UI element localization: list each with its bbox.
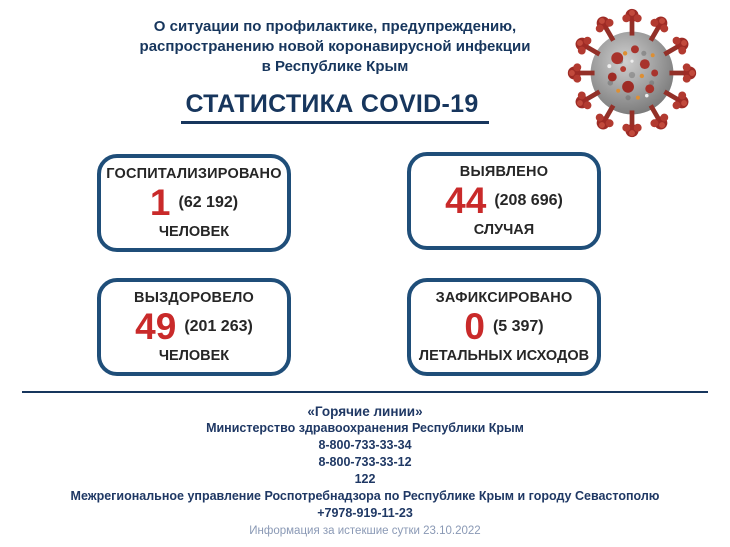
stat-value: 44 [445, 180, 487, 222]
stat-card-hospitalized [97, 154, 291, 252]
stat-value-row [445, 180, 563, 222]
phone-2: 8-800-733-33-12 [318, 455, 412, 469]
header-line-1: О ситуации по профилактике, предупреждению, [153, 18, 517, 35]
phone-3: 122 [354, 472, 376, 486]
stat-total: (5 397) [492, 317, 544, 335]
divider-line [22, 391, 708, 393]
stat-unit: ЧЕЛОВЕК [158, 347, 230, 364]
phone-4: +7978-919-11-23 [317, 506, 413, 520]
stat-unit: ЧЕЛОВЕК [158, 223, 230, 240]
title-wrap [78, 90, 592, 124]
stat-label: ВЫЯВЛЕНО [459, 164, 549, 181]
stat-value-row [464, 306, 544, 348]
stat-value: 49 [135, 306, 177, 348]
stat-card-detected [407, 152, 601, 250]
rospotrebnadzor-line: Межрегиональное управление Роспотребнадзора по Республике Крым и городу Севастополю [70, 489, 660, 503]
stat-value: 0 [464, 306, 485, 348]
hotlines-title: «Горячие линии» [307, 404, 423, 419]
stat-value: 1 [149, 182, 171, 224]
stat-value-row [135, 306, 253, 348]
stat-card-deaths [407, 278, 601, 376]
header-text [78, 17, 592, 76]
stat-unit: ЛЕТАЛЬНЫХ ИСХОДОВ [418, 347, 590, 364]
stat-total: (208 696) [494, 191, 563, 209]
phone-1: 8-800-733-33-34 [318, 438, 412, 452]
ministry-line: Министерство здравоохранения Республики Крым [206, 421, 524, 435]
stat-total: (201 263) [184, 317, 253, 335]
header-line-2: распространению новой коронавирусной инфекции [139, 37, 531, 55]
stat-label: ВЫЗДОРОВЕЛО [134, 290, 254, 307]
date-note: Информация за истекшие сутки 23.10.2022 [249, 525, 481, 537]
header-line-3: в Республике Крым [261, 57, 409, 75]
stat-label: ЗАФИКСИРОВАНО [435, 290, 573, 307]
stat-unit: СЛУЧАЯ [473, 221, 535, 238]
stat-card-recovered [97, 278, 291, 376]
stat-value-row [149, 182, 239, 224]
stat-total: (62 192) [178, 193, 239, 211]
coronavirus-icon [553, 4, 711, 142]
stat-label: ГОСПИТАЛИЗИРОВАНО [106, 166, 282, 183]
page-title: СТАТИСТИКА COVID-19 [181, 90, 488, 124]
footer-hotlines [0, 403, 730, 540]
